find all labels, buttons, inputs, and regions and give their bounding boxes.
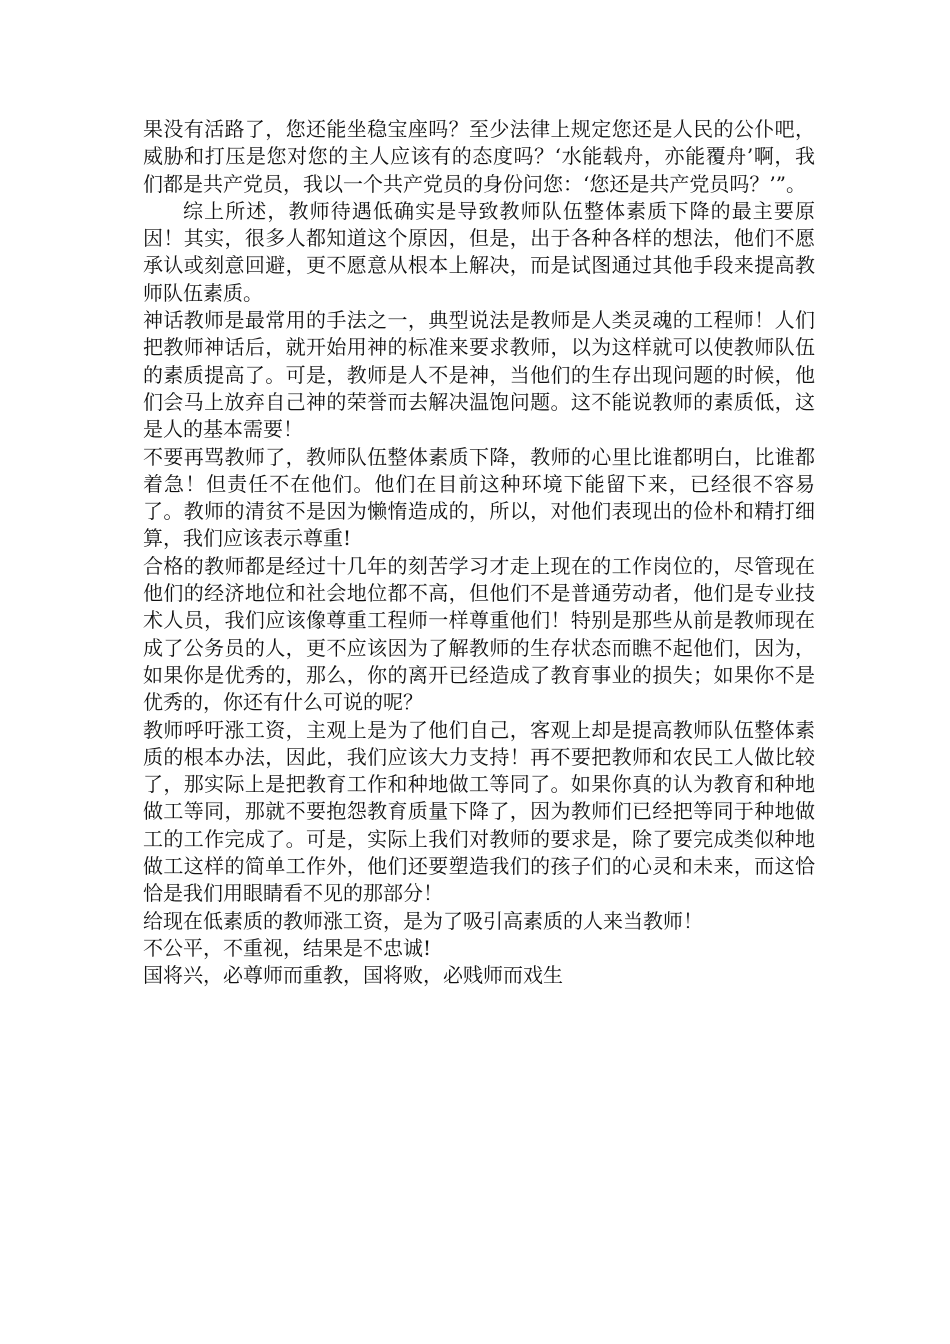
- document-body: [143, 116, 815, 990]
- paragraph-4: 不要再骂教师了，教师队伍整体素质下降，教师的心里比谁都明白，比谁都着急！但责任不在他们。他们在目前这种环境下能留下来，已经很不容易了。教师的清贫不是因为懒惰造成的，所以，对他们表现出的俭朴和精打细算，我们应该表示尊重!: [143, 444, 815, 551]
- paragraph-7: 给现在低素质的教师涨工资，是为了吸引高素质的人来当教师！: [143, 908, 703, 933]
- paragraph-9: 国将兴，必尊师而重教，国将败，必贱师而戏生: [143, 963, 563, 988]
- paragraph-1: 果没有活路了，您还能坐稳宝座吗？至少法律上规定您还是人民的公仆吧，威胁和打压是您对您的主人应该有的态度吗？‘水能载舟，亦能覆舟’啊，我们都是共产党员，我以一个共产党员的身份问您：‘您还是共产党员吗？’”。: [143, 117, 815, 196]
- paragraph-5: 合格的教师都是经过十几年的刻苦学习才走上现在的工作岗位的，尽管现在他们的经济地位和社会地位都不高，但他们不是普通劳动者，他们是专业技术人员，我们应该像尊重工程师一样尊重他们！特别是那些从前是教师现在成了公务员的人，更不应该因为了解教师的生存状态而瞧不起他们，因为，如果你是优秀的，那么，你的离开已经造成了教育事业的损失；如果你不是优秀的，你还有什么可说的呢？: [143, 553, 815, 715]
- paragraph-3: 神话教师是最常用的手法之一，典型说法是教师是人类灵魂的工程师！人们把教师神话后，就开始用神的标准来要求教师，以为这样就可以使教师队伍的素质提高了。可是，教师是人不是神，当他们的生存出现问题的时候，他们会马上放弃自己神的荣誉而去解决温饱问题。这不能说教师的素质低，这是人的基本需要！: [143, 308, 815, 442]
- paragraph-2: 综上所述，教师待遇低确实是导致教师队伍整体素质下降的最主要原因！其实，很多人都知道这个原因，但是，出于各种各样的想法，他们不愿承认或刻意回避，更不愿意从根本上解决，而是试图通过其他手段来提高教师队伍素质。: [143, 198, 815, 305]
- paragraph-8: 不公平，不重视，结果是不忠诚!: [143, 935, 432, 960]
- paragraph-6: 教师呼吁涨工资，主观上是为了他们自己，客观上却是提高教师队伍整体素质的根本办法，因此，我们应该大力支持！再不要把教师和农民工人做比较了，那实际上是把教育工作和种地做工等同了。如果你真的认为教育和种地做工等同，那就不要抱怨教育质量下降了，因为教师们已经把等同于种地做工的工作完成了。可是，实际上我们对教师的要求是，除了要完成类似种地做工这样的简单工作外，他们还要塑造我们的孩子们的心灵和未来，而这恰恰是我们用眼睛看不见的那部分！: [143, 717, 815, 906]
